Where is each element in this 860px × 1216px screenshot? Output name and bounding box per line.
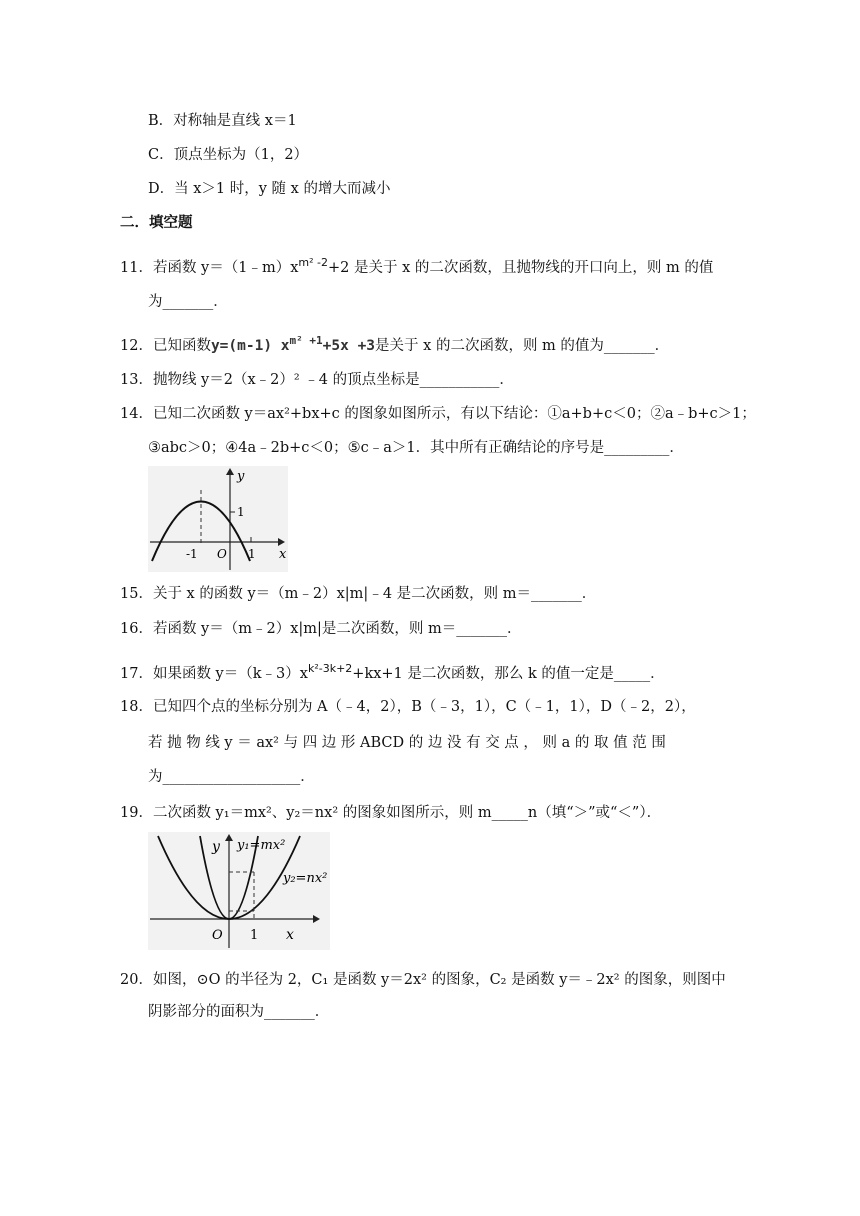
figure-q19-parabolas <box>148 832 330 950</box>
fig19-y1-label: y₁=mx² <box>237 838 286 853</box>
question-20-cont: 阴影部分的面积为_______． <box>148 1004 330 1020</box>
question-20: 20．如图，⊙O 的半径为 2，C₁ 是函数 y＝2x² 的图象，C₂ 是函数 y＝﹣2x² 的图象，则图中 <box>120 972 726 988</box>
question-18: 18．已知四个点的坐标分别为 A（﹣4，2），B（﹣3，1），C（﹣1，1），D（﹣2，2）， <box>120 699 696 715</box>
fig19-x-label: x <box>286 927 294 943</box>
fig14-neg1-label: -1 <box>186 547 198 561</box>
q17-part-a: 17．如果函数 y＝（k﹣3）x <box>120 665 308 682</box>
section-title: 二．填空题 <box>120 215 193 231</box>
fig19-origin-label: O <box>212 928 223 943</box>
question-14: 14．已知二次函数 y＝ax²+bx+c 的图象如图所示，有以下结论：①a+b+c＜0；②a﹣b+c＞1； <box>120 406 756 422</box>
q11-part-b: +2 是关于 x 的二次函数，且抛物线的开口向上，则 m 的值 <box>328 259 714 276</box>
figure-q14-parabola <box>148 466 288 572</box>
q11-part-a: 11．若函数 y＝（1﹣m）x <box>120 259 299 276</box>
question-11 <box>120 253 713 278</box>
option-d: D．当 x＞1 时，y 随 x 的增大而减小 <box>148 181 391 197</box>
question-15: 15．关于 x 的函数 y＝（m﹣2）x|m|﹣4 是二次函数，则 m＝_______． <box>120 586 597 602</box>
q12-part-a: 12．已知函数 <box>120 337 211 354</box>
fig14-y-label: y <box>237 469 245 484</box>
fig19-y-label: y <box>212 839 220 855</box>
question-13: 13．抛物线 y＝2（x﹣2）² ﹣4 的顶点坐标是___________． <box>120 372 514 388</box>
q12-tail: +5x +3 <box>322 337 376 354</box>
question-17 <box>120 659 665 684</box>
q12-part-b: 是关于 x 的二次函数，则 m 的值为_______． <box>375 337 670 354</box>
question-18-cont1: 若 抛 物 线 y ＝ ax² 与 四 边 形 ABCD 的 边 没 有 交 点 ， 则 a 的 取 值 范 围 <box>148 735 666 751</box>
q12-exponent: m² +1 <box>289 334 323 347</box>
q12-formula: y=(m-1) x <box>210 337 290 354</box>
option-c: C．顶点坐标为（1，2） <box>148 147 309 163</box>
option-b: B．对称轴是直线 x＝1 <box>148 113 297 129</box>
fig14-x-label: x <box>279 547 287 562</box>
fig19-x1-label: 1 <box>250 928 259 943</box>
fig14-origin-label: O <box>217 547 227 561</box>
question-14-cont: ③abc＞0；④4a﹣2b+c＜0；⑤c﹣a＞1．其中所有正确结论的序号是_________． <box>148 440 684 456</box>
fig14-x1-label: 1 <box>248 547 256 561</box>
question-11-cont: 为_______． <box>148 294 228 310</box>
q17-part-b: +kx+1 是二次函数，那么 k 的值一定是_____． <box>352 665 665 682</box>
question-12 <box>120 331 669 356</box>
fig19-y2-label: y₂=nx² <box>283 871 328 886</box>
question-18-cont2: 为___________________． <box>148 769 315 785</box>
q11-exponent: m² -2 <box>298 256 328 269</box>
question-19: 19．二次函数 y₁＝mx²、y₂＝nx² 的图象如图所示，则 m_____n（填“＞”或“＜”）． <box>120 805 662 821</box>
question-16: 16．若函数 y＝（m﹣2）x|m|是二次函数，则 m＝_______． <box>120 621 522 637</box>
q17-exponent: k²-3k+2 <box>307 662 353 675</box>
fig14-y1-label: 1 <box>237 505 245 519</box>
